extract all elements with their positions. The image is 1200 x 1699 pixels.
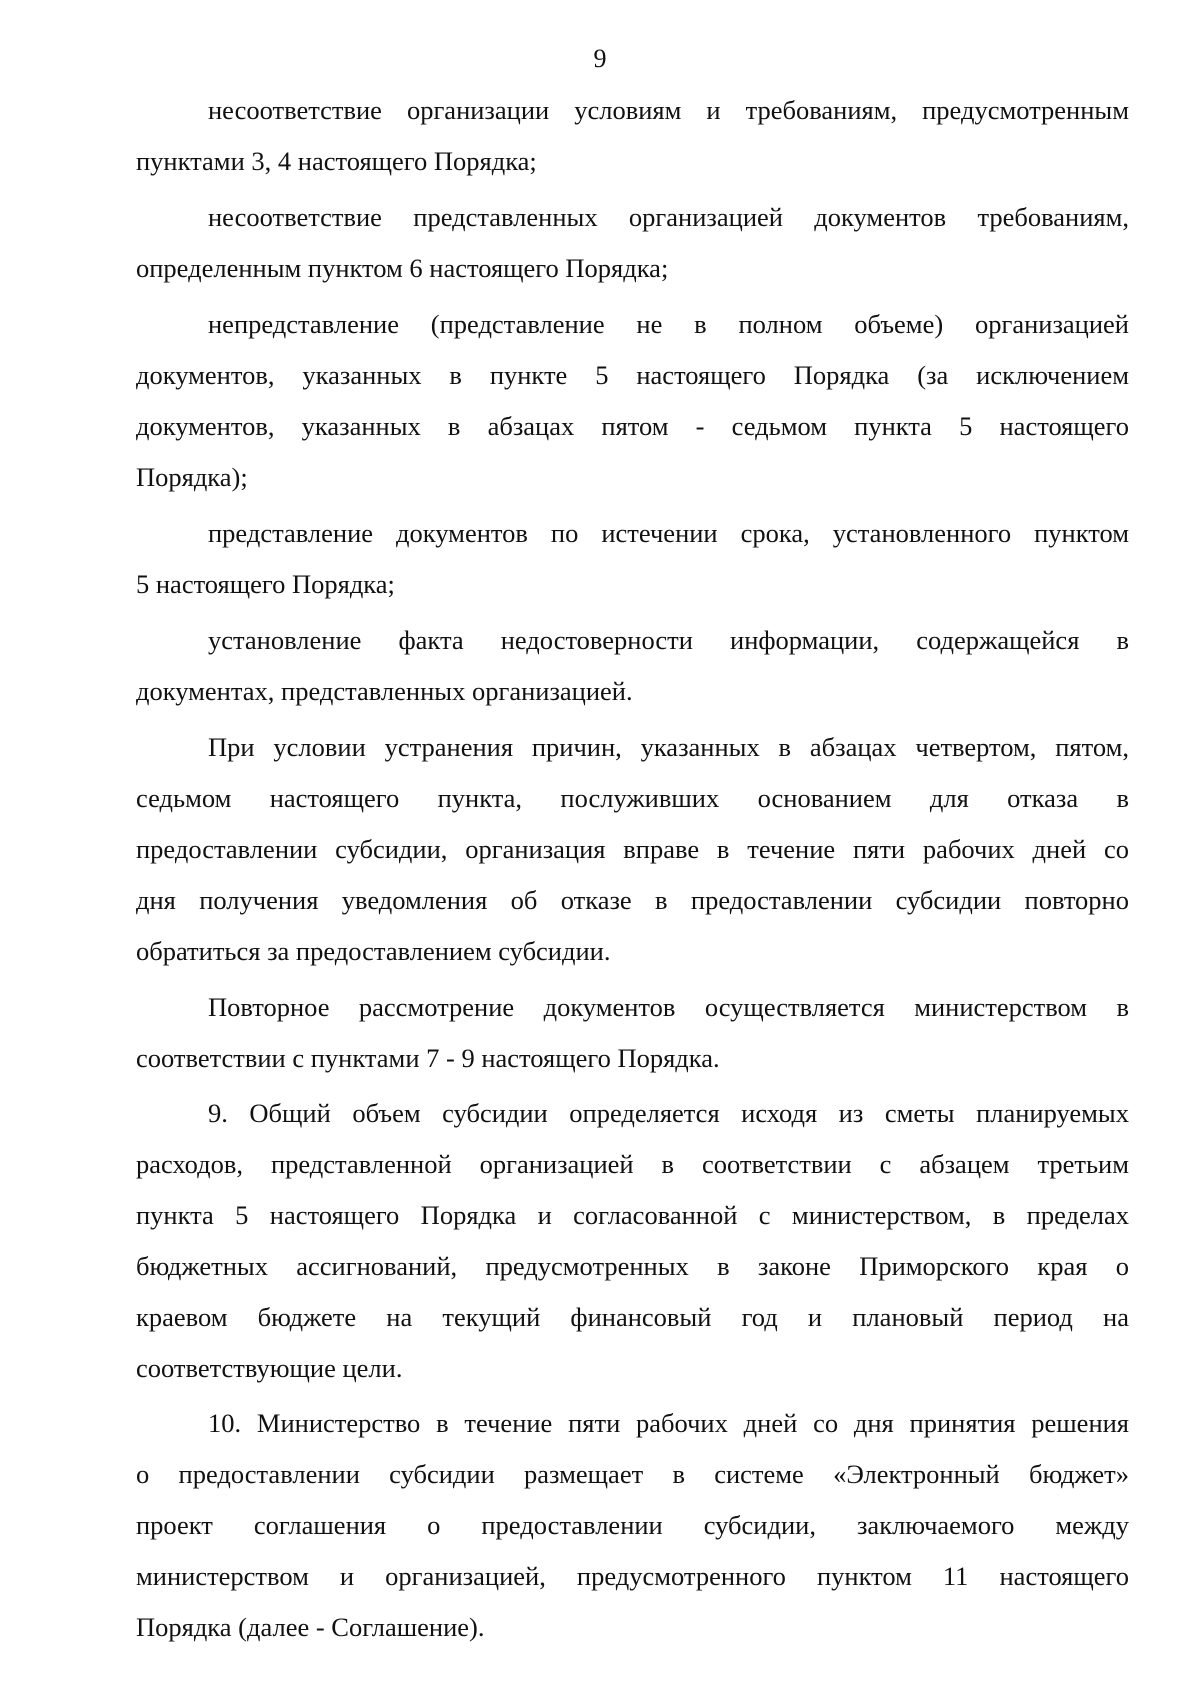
paragraph bbox=[136, 299, 1129, 503]
text-line: о предоставлении субсидии размещает в системе «Электронный бюджет» bbox=[136, 1459, 1129, 1489]
text-line: 10. Министерство в течение пяти рабочих дней со дня принятия решения bbox=[208, 1408, 1129, 1438]
paragraph bbox=[136, 1398, 1129, 1653]
paragraph bbox=[136, 722, 1129, 977]
text-line: Повторное рассмотрение документов осуществляется министерством в bbox=[208, 992, 1129, 1022]
paragraph bbox=[136, 1088, 1129, 1394]
text-line: установление факта недостоверности информации, содержащейся в bbox=[208, 625, 1129, 655]
text-line: краевом бюджете на текущий финансовый год и плановый период на bbox=[136, 1302, 1129, 1332]
text-line: несоответствие представленных организацией документов требованиям, bbox=[208, 202, 1129, 232]
text-line: определенным пунктом 6 настоящего Порядка; bbox=[136, 253, 669, 283]
text-line: При условии устранения причин, указанных в абзацах четвертом, пятом, bbox=[208, 732, 1129, 762]
text-line: Порядка); bbox=[136, 462, 248, 492]
paragraph bbox=[136, 982, 1129, 1084]
text-line: соответствии с пунктами 7 - 9 настоящего Порядка. bbox=[136, 1043, 720, 1073]
text-line: обратиться за предоставлением субсидии. bbox=[136, 936, 611, 966]
text-line: документов, указанных в абзацах пятом - седьмом пункта 5 настоящего bbox=[136, 411, 1129, 441]
text-line: соответствующие цели. bbox=[136, 1353, 403, 1383]
text-line: министерством и организацией, предусмотренного пунктом 11 настоящего bbox=[136, 1561, 1129, 1591]
paragraph bbox=[136, 85, 1129, 187]
text-line: несоответствие организации условиям и требованиям, предусмотренным bbox=[208, 95, 1129, 125]
text-line: непредставление (представление не в полном объеме) организацией bbox=[208, 309, 1129, 339]
text-line: 5 настоящего Порядка; bbox=[136, 569, 395, 599]
paragraph bbox=[136, 192, 1129, 294]
text-line: бюджетных ассигнований, предусмотренных в законе Приморского края о bbox=[136, 1251, 1129, 1281]
text-line: проект соглашения о предоставлении субсидии, заключаемого между bbox=[136, 1510, 1129, 1540]
paragraph bbox=[136, 508, 1129, 610]
page-number: 9 bbox=[593, 44, 607, 73]
text-line: Порядка (далее - Соглашение). bbox=[136, 1612, 485, 1642]
text-line: предоставлении субсидии, организация вправе в течение пяти рабочих дней со bbox=[136, 834, 1129, 864]
text-line: пункта 5 настоящего Порядка и согласованной с министерством, в пределах bbox=[136, 1200, 1129, 1230]
text-line: документов, указанных в пункте 5 настоящего Порядка (за исключением bbox=[136, 360, 1129, 390]
paragraph bbox=[136, 615, 1129, 717]
document-body bbox=[136, 85, 1129, 1653]
text-line: седьмом настоящего пункта, послуживших основанием для отказа в bbox=[136, 783, 1129, 813]
text-line: расходов, представленной организацией в соответствии с абзацем третьим bbox=[136, 1149, 1129, 1179]
text-line: дня получения уведомления об отказе в предоставлении субсидии повторно bbox=[136, 885, 1129, 915]
text-line: пунктами 3, 4 настоящего Порядка; bbox=[136, 146, 537, 176]
text-line: документах, представленных организацией. bbox=[136, 676, 633, 706]
text-line: представление документов по истечении срока, установленного пунктом bbox=[208, 518, 1129, 548]
text-line: 9. Общий объем субсидии определяется исходя из сметы планируемых bbox=[208, 1098, 1129, 1128]
